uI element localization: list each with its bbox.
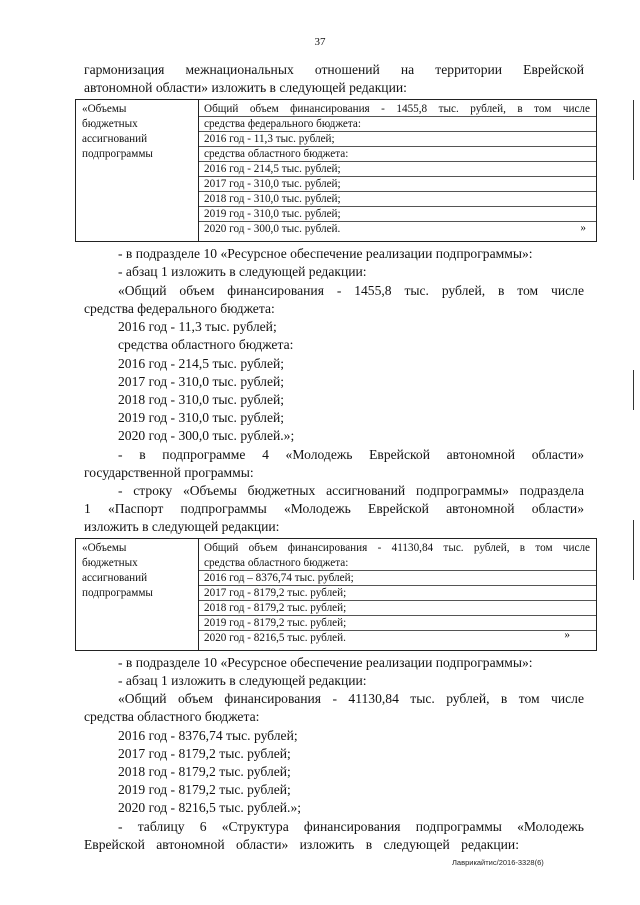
- cell-line: 2018 год - 310,0 тыс. рублей;: [204, 193, 341, 205]
- cell-line: 2016 год - 214,5 тыс. рублей;: [204, 163, 341, 175]
- cell-line: средства областного бюджета:: [204, 148, 349, 160]
- cell-line: средства областного бюджета:: [204, 557, 349, 569]
- cell-line: ассигнований: [82, 572, 148, 584]
- table-right-cell: [199, 100, 596, 241]
- body-line: 2017 год - 310,0 тыс. рублей;: [118, 374, 285, 389]
- body-line: средства федерального бюджета:: [84, 301, 275, 316]
- cell-line: Общий объем финансирования - 41130,84 тыс. рублей, в том числе: [204, 542, 590, 554]
- cell-line: бюджетных: [82, 557, 138, 569]
- cell-line: бюджетных: [82, 118, 138, 130]
- row-divider: [199, 131, 596, 132]
- row-divider: [199, 116, 596, 117]
- cell-line: 2020 год - 300,0 тыс. рублей.: [204, 223, 341, 235]
- body-line: 2017 год - 8179,2 тыс. рублей;: [118, 746, 291, 761]
- scan-edge-mark: [633, 100, 634, 180]
- cell-line: 2016 год – 8376,74 тыс. рублей;: [204, 572, 354, 584]
- row-divider: [199, 630, 596, 631]
- table-left-cell: [76, 100, 199, 241]
- body-line: 1 «Паспорт подпрограммы «Молодежь Еврейской автономной области»: [84, 501, 584, 516]
- body-line: 2019 год - 8179,2 тыс. рублей;: [118, 782, 291, 797]
- body-line: «Общий объем финансирования - 1455,8 тыс. рублей, в том числе: [118, 283, 584, 298]
- body-line: 2020 год - 300,0 тыс. рублей.»;: [118, 428, 295, 443]
- body-line: - в подразделе 10 «Ресурсное обеспечение реализации подпрограммы»:: [118, 246, 533, 261]
- cell-line: 2018 год - 8179,2 тыс. рублей;: [204, 602, 347, 614]
- cell-line: Общий объем финансирования - 1455,8 тыс. рублей, в том числе: [204, 103, 590, 115]
- budget-table-2: [75, 538, 597, 651]
- body-line: - строку «Объемы бюджетных ассигнований подпрограммы» подраздела: [118, 483, 584, 498]
- body-line: - в подпрограмме 4 «Молодежь Еврейской автономной области»: [118, 447, 584, 462]
- cell-line: ассигнований: [82, 133, 148, 145]
- scan-edge-mark: [633, 370, 634, 410]
- cell-line: «Объемы: [82, 103, 127, 115]
- row-divider: [199, 585, 596, 586]
- closing-quote: »: [564, 629, 570, 641]
- row-divider: [199, 146, 596, 147]
- row-divider: [199, 221, 596, 222]
- row-divider: [199, 191, 596, 192]
- body-line: - таблицу 6 «Структура финансирования подпрограммы «Молодежь: [118, 819, 584, 834]
- cell-line: 2017 год - 310,0 тыс. рублей;: [204, 178, 341, 190]
- scan-edge-mark: [633, 520, 634, 580]
- page-number: 37: [314, 36, 326, 48]
- row-divider: [199, 176, 596, 177]
- budget-table-1: [75, 99, 597, 242]
- cell-line: средства федерального бюджета:: [204, 118, 361, 130]
- body-line: средства областного бюджета:: [84, 709, 260, 724]
- body-line: 2020 год - 8216,5 тыс. рублей.»;: [118, 800, 302, 815]
- body-line: 2016 год - 8376,74 тыс. рублей;: [118, 728, 298, 743]
- closing-quote: »: [580, 222, 586, 234]
- body-line: 2016 год - 11,3 тыс. рублей;: [118, 319, 277, 334]
- body-line: 2018 год - 8179,2 тыс. рублей;: [118, 764, 291, 779]
- cell-line: «Объемы: [82, 542, 127, 554]
- body-line: - абзац 1 изложить в следующей редакции:: [118, 264, 367, 279]
- body-line: 2018 год - 310,0 тыс. рублей;: [118, 392, 285, 407]
- body-line: 2019 год - 310,0 тыс. рублей;: [118, 410, 285, 425]
- table-left-cell: [76, 539, 199, 650]
- cell-line: подпрограммы: [82, 148, 153, 160]
- row-divider: [199, 615, 596, 616]
- body-line: 2016 год - 214,5 тыс. рублей;: [118, 356, 285, 371]
- row-divider: [199, 161, 596, 162]
- cell-line: подпрограммы: [82, 587, 153, 599]
- cell-line: 2020 год - 8216,5 тыс. рублей.: [204, 632, 346, 644]
- body-line: Еврейской автономной области» изложить в следующей редакции:: [84, 837, 519, 852]
- body-line: - в подразделе 10 «Ресурсное обеспечение реализации подпрограммы»:: [118, 655, 533, 670]
- intro-line: гармонизация межнациональных отношений на территории Еврейской: [84, 62, 584, 77]
- row-divider: [199, 570, 596, 571]
- cell-line: 2019 год - 8179,2 тыс. рублей;: [204, 617, 347, 629]
- body-line: - абзац 1 изложить в следующей редакции:: [118, 673, 367, 688]
- cell-line: 2017 год - 8179,2 тыс. рублей;: [204, 587, 347, 599]
- row-divider: [199, 206, 596, 207]
- intro-line: автономной области» изложить в следующей редакции:: [84, 80, 407, 95]
- body-line: изложить в следующей редакции:: [84, 519, 280, 534]
- row-divider: [199, 600, 596, 601]
- cell-line: 2016 год - 11,3 тыс. рублей;: [204, 133, 335, 145]
- body-line: государственной программы:: [84, 465, 254, 480]
- body-line: средства областного бюджета:: [118, 337, 294, 352]
- table-right-cell: [199, 539, 596, 650]
- document-footer-code: Лаврикайтис/2016-3328(6): [452, 858, 544, 867]
- body-line: «Общий объем финансирования - 41130,84 тыс. рублей, в том числе: [118, 691, 584, 706]
- cell-line: 2019 год - 310,0 тыс. рублей;: [204, 208, 341, 220]
